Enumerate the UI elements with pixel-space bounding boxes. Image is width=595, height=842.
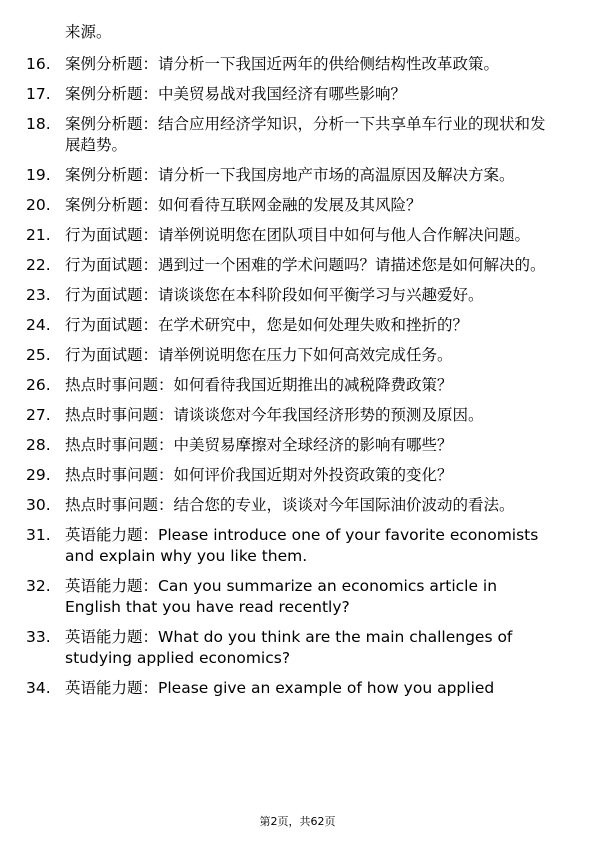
question-item: [0, 627, 595, 669]
question-number: 22.: [26, 256, 51, 274]
question-item: [0, 114, 595, 156]
question-text: 热点时事问题：中美贸易摩擦对全球经济的影响有哪些？: [65, 436, 453, 454]
question-item: [0, 165, 595, 186]
question-item: [0, 576, 595, 618]
question-item: [0, 525, 595, 567]
page-footer: 第2页，共62页: [259, 815, 336, 828]
question-item: [0, 315, 595, 336]
question-item: [0, 225, 595, 246]
question-number: 30.: [26, 496, 51, 514]
question-item: [0, 435, 595, 456]
question-text: 英语能力题：Please give an example of how you applied: [65, 679, 495, 697]
question-number: 33.: [26, 628, 51, 646]
question-number: 32.: [26, 577, 51, 595]
question-text: 案例分析题：如何看待互联网金融的发展及其风险？: [65, 196, 422, 214]
question-text: 案例分析题：结合应用经济学知识，分析一下共享单车行业的现状和发展趋势。: [65, 115, 546, 154]
question-text: 英语能力题：Can you summarize an economics article in English that you have read recently?: [65, 577, 498, 616]
question-number: 17.: [26, 85, 51, 103]
question-text: 案例分析题：请分析一下我国近两年的供给侧结构性改革政策。: [65, 55, 500, 73]
question-text: 行为面试题：请举例说明您在团队项目中如何与他人合作解决问题。: [65, 226, 531, 244]
question-text: 热点时事问题：如何评价我国近期对外投资政策的变化？: [65, 466, 453, 484]
question-number: 29.: [26, 466, 51, 484]
question-number: 20.: [26, 196, 51, 214]
question-item: [0, 678, 595, 699]
question-number: 23.: [26, 286, 51, 304]
question-number: 27.: [26, 406, 51, 424]
question-text: 行为面试题：请举例说明您在压力下如何高效完成任务。: [65, 346, 453, 364]
question-item: [0, 345, 595, 366]
question-number: 34.: [26, 679, 51, 697]
question-text: 行为面试题：遇到过一个困难的学术问题吗？请描述您是如何解决的。: [65, 256, 546, 274]
question-item: [0, 84, 595, 105]
continuation-text: 来源。: [65, 23, 112, 41]
question-item: [0, 255, 595, 276]
question-number: 24.: [26, 316, 51, 334]
question-number: 31.: [26, 526, 51, 544]
question-item: [0, 285, 595, 306]
question-text: 行为面试题：在学术研究中，您是如何处理失败和挫折的？: [65, 316, 469, 334]
question-text: 热点时事问题：结合您的专业，谈谈对今年国际油价波动的看法。: [65, 496, 515, 514]
question-item: [0, 375, 595, 396]
question-number: 21.: [26, 226, 51, 244]
question-number: 26.: [26, 376, 51, 394]
question-text: 热点时事问题：请谈谈您对今年我国经济形势的预测及原因。: [65, 406, 484, 424]
question-text: 热点时事问题：如何看待我国近期推出的减税降费政策？: [65, 376, 453, 394]
question-number: 16.: [26, 55, 51, 73]
question-item: [0, 465, 595, 486]
question-list: [0, 54, 595, 708]
question-item: [0, 54, 595, 75]
question-text: 案例分析题：请分析一下我国房地产市场的高温原因及解决方案。: [65, 166, 515, 184]
question-text: 英语能力题：Please introduce one of your favorite economists and explain why you like them.: [65, 526, 539, 565]
question-text: 行为面试题：请谈谈您在本科阶段如何平衡学习与兴趣爱好。: [65, 286, 484, 304]
question-text: 案例分析题：中美贸易战对我国经济有哪些影响？: [65, 85, 407, 103]
question-text: 英语能力题：What do you think are the main challenges of studying applied economics?: [65, 628, 513, 667]
question-item: [0, 495, 595, 516]
question-item: [0, 405, 595, 426]
question-number: 28.: [26, 436, 51, 454]
question-item: [0, 195, 595, 216]
question-number: 25.: [26, 346, 51, 364]
question-number: 19.: [26, 166, 51, 184]
question-number: 18.: [26, 115, 51, 133]
